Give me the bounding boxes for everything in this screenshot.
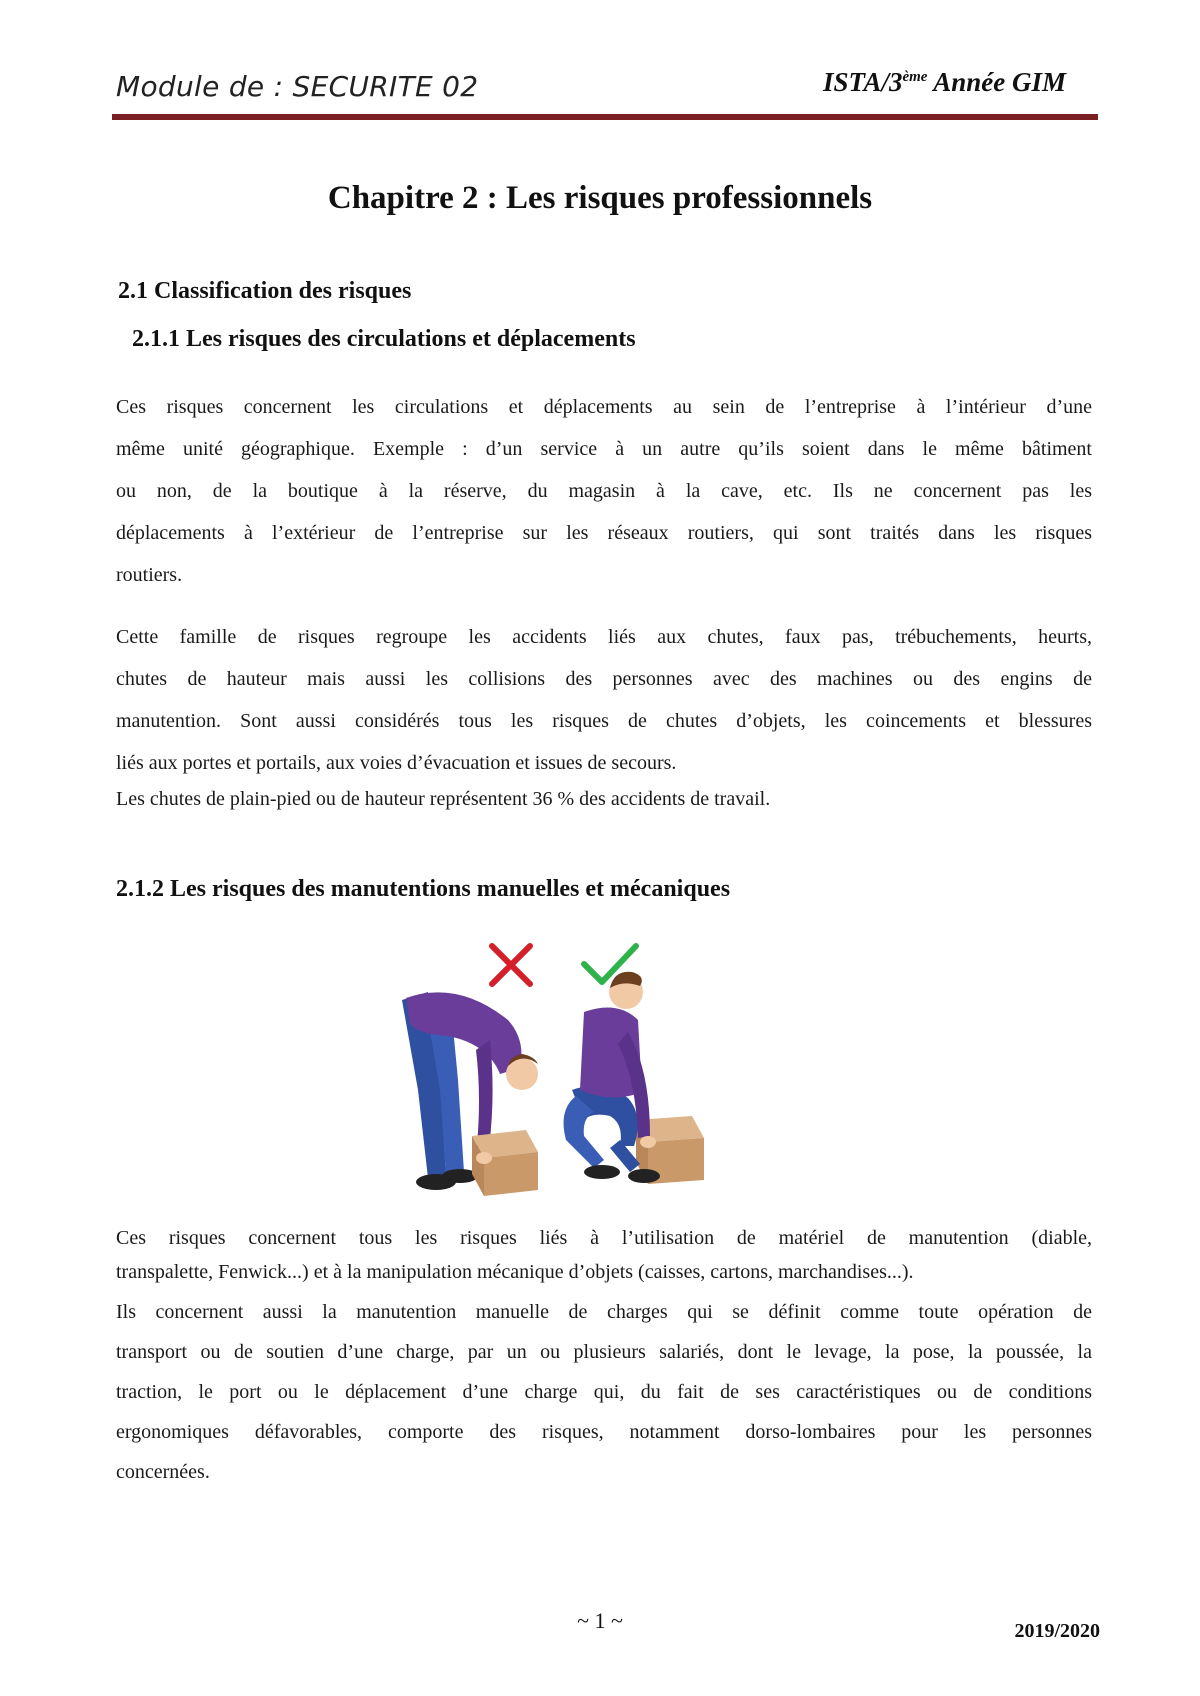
cross-icon bbox=[492, 946, 530, 984]
para1-line: déplacements à l’extérieur de l’entreprise sur les réseaux routiers, qui sont traités dans les risques bbox=[116, 522, 1092, 544]
header-class bbox=[823, 67, 1066, 98]
para2-line: manutention. Sont aussi considérés tous les risques de chutes d’objets, les coincements et blessures bbox=[116, 710, 1092, 732]
header-module: Module de : SECURITE 02 bbox=[116, 70, 479, 103]
header-class-suffix: Année GIM bbox=[927, 67, 1066, 97]
lifting-posture-svg bbox=[388, 940, 744, 1196]
para3-line: Ces risques concernent tous les risques liés à l’utilisation de matériel de manutention (diable, bbox=[116, 1227, 1092, 1249]
header-rule bbox=[112, 114, 1098, 120]
para1-line: même unité géographique. Exemple : d’un service à un autre qu’ils soient dans le même bâtiment bbox=[116, 438, 1092, 460]
header-class-sup: ème bbox=[902, 69, 928, 85]
paragraph-risk-family bbox=[116, 616, 1092, 820]
page-number: ~ 1 ~ bbox=[577, 1608, 623, 1633]
wrong-posture-figure bbox=[402, 992, 538, 1196]
section-heading-2-1: 2.1 Classification des risques bbox=[118, 278, 412, 304]
para3-line: traction, le port ou le déplacement d’une charge qui, du fait de ses caractéristiques ou de conditions bbox=[116, 1381, 1092, 1403]
lifting-posture-illustration bbox=[388, 940, 744, 1196]
para3-line: Ils concernent aussi la manutention manuelle de charges qui se définit comme toute opération de bbox=[116, 1301, 1092, 1323]
section-heading-2-1-1: 2.1.1 Les risques des circulations et déplacements bbox=[132, 326, 636, 352]
para1-line: ou non, de la boutique à la réserve, du magasin à la cave, etc. Ils ne concernent pas les bbox=[116, 480, 1092, 502]
para3-line: transport ou de soutien d’une charge, par un ou plusieurs salariés, dont le levage, la pose, la poussée, la bbox=[116, 1341, 1092, 1363]
para1-line: Ces risques concernent les circulations et déplacements au sein de l’entreprise à l’intérieur d’une bbox=[116, 396, 1092, 418]
para1-line: routiers. bbox=[116, 564, 183, 586]
para3-line: concernées. bbox=[116, 1461, 210, 1483]
paragraph-manutentions bbox=[116, 1218, 1092, 1492]
para3-line: transpalette, Fenwick...) et à la manipulation mécanique d’objets (caisses, cartons, marchandises...). bbox=[116, 1261, 914, 1283]
para2-line: liés aux portes et portails, aux voies d’évacuation et issues de secours. bbox=[116, 752, 677, 774]
section-heading-2-1-2: 2.1.2 Les risques des manutentions manuelles et mécaniques bbox=[116, 876, 731, 902]
para3-line: ergonomiques défavorables, comporte des risques, notamment dorso-lombaires pour les personnes bbox=[116, 1421, 1092, 1443]
paragraph-circulations bbox=[116, 386, 1092, 596]
para2-line: chutes de hauteur mais aussi les collisions des personnes avec des machines ou des engins de bbox=[116, 668, 1092, 690]
academic-year: 2019/2020 bbox=[1014, 1620, 1100, 1642]
chapter-title: Chapitre 2 : Les risques professionnels bbox=[327, 180, 873, 216]
right-posture-figure bbox=[564, 972, 704, 1184]
header-class-prefix: ISTA/3 bbox=[822, 67, 903, 97]
para2-line: Cette famille de risques regroupe les accidents liés aux chutes, faux pas, trébuchements, heurts, bbox=[116, 626, 1092, 648]
para2-line: Les chutes de plain-pied ou de hauteur représentent 36 % des accidents de travail. bbox=[116, 788, 771, 810]
